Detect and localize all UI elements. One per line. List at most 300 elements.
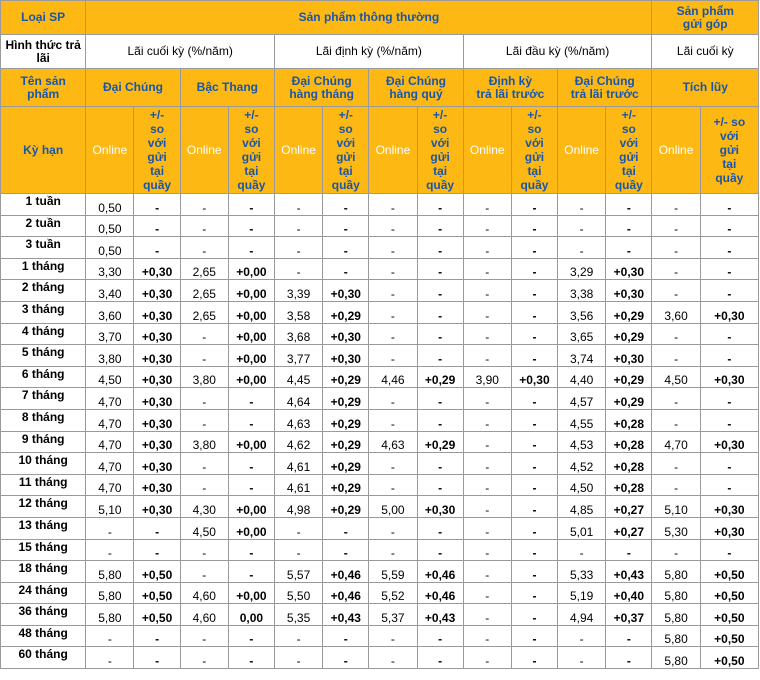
compare-counter-header (606, 107, 652, 194)
compare-label-word: gửi (719, 143, 739, 157)
product-label: Đại Chúng (574, 73, 635, 88)
compare-value-cell: +0,27 (606, 517, 652, 539)
compare-value-cell: +0,29 (606, 301, 652, 323)
online-rate-cell: 4,63 (275, 409, 323, 431)
table-row (1, 582, 759, 604)
term-label: 13 tháng (1, 517, 86, 539)
compare-value-cell: +0,30 (700, 366, 758, 388)
table-row (1, 345, 759, 367)
online-rate-cell: - (652, 215, 700, 237)
online-rate-cell: 4,57 (558, 388, 606, 410)
compare-value-cell: - (417, 345, 463, 367)
compare-value-cell: +0,30 (134, 409, 180, 431)
compare-value-cell: - (700, 409, 758, 431)
compare-value-cell: +0,00 (228, 323, 274, 345)
table-row (1, 237, 759, 259)
compare-value-cell: +0,50 (700, 582, 758, 604)
compare-value-cell: - (606, 215, 652, 237)
compare-label-word: với (525, 136, 544, 150)
online-rate-cell: 3,90 (463, 366, 511, 388)
online-rate-cell: 5,50 (275, 582, 323, 604)
product-dai-chung-tra-lai-truoc (558, 69, 652, 107)
online-rate-cell: - (463, 561, 511, 583)
compare-value-cell: - (417, 453, 463, 475)
compare-label-word: với (242, 136, 261, 150)
compare-label-word: gửi (336, 150, 356, 164)
online-rate-cell: 5,80 (86, 604, 134, 626)
compare-value-cell: +0,43 (417, 604, 463, 626)
compare-value-cell: - (228, 647, 274, 669)
online-rate-cell: 4,61 (275, 453, 323, 475)
compare-value-cell: - (417, 194, 463, 216)
online-rate-cell: 3,77 (275, 345, 323, 367)
compare-value-cell: +0,30 (700, 301, 758, 323)
compare-value-cell: +0,30 (134, 474, 180, 496)
online-rate-header: Online (652, 107, 700, 194)
online-rate-cell: - (652, 453, 700, 475)
online-rate-cell: - (369, 280, 417, 302)
compare-label-word: +/- (149, 108, 165, 122)
compare-value-cell: - (417, 388, 463, 410)
online-rate-cell: - (180, 561, 228, 583)
product-dai-chung-hang-thang (275, 69, 369, 107)
table-row (1, 409, 759, 431)
online-rate-header: Online (369, 107, 417, 194)
online-rate-cell: - (558, 237, 606, 259)
online-rate-cell: 3,70 (86, 323, 134, 345)
online-rate-cell: 4,40 (558, 366, 606, 388)
compare-value-cell: - (511, 258, 557, 280)
compare-value-cell: +0,50 (700, 625, 758, 647)
online-rate-cell: 0,50 (86, 194, 134, 216)
compare-value-cell: +0,30 (134, 388, 180, 410)
online-rate-cell: 2,65 (180, 301, 228, 323)
compare-value-cell: - (323, 517, 369, 539)
online-rate-cell: - (463, 388, 511, 410)
compare-value-cell: +0,00 (228, 301, 274, 323)
table-row (1, 323, 759, 345)
compare-value-cell: - (228, 409, 274, 431)
compare-value-cell: +0,30 (134, 323, 180, 345)
product-label-line2: trả lãi trước (570, 86, 639, 101)
online-rate-cell: - (369, 258, 417, 280)
compare-value-cell: - (700, 280, 758, 302)
online-rate-cell: 3,80 (180, 366, 228, 388)
compare-value-cell: - (134, 647, 180, 669)
compare-value-cell: +0,37 (606, 604, 652, 626)
online-rate-cell: 5,19 (558, 582, 606, 604)
compare-counter-header (134, 107, 180, 194)
table-row (1, 258, 759, 280)
online-rate-cell: - (369, 301, 417, 323)
online-rate-cell: 3,29 (558, 258, 606, 280)
compare-value-cell: +0,30 (323, 345, 369, 367)
compare-value-cell: +0,50 (134, 582, 180, 604)
compare-value-cell: +0,50 (134, 561, 180, 583)
compare-value-cell: - (134, 215, 180, 237)
compare-value-cell: - (700, 539, 758, 561)
table-row (1, 366, 759, 388)
rate-table-body (1, 194, 759, 669)
compare-value-cell: - (511, 496, 557, 518)
compare-value-cell: - (606, 237, 652, 259)
compare-label-stack (713, 115, 745, 185)
online-rate-cell: 4,70 (86, 388, 134, 410)
compare-value-cell: - (417, 323, 463, 345)
compare-value-cell: +0,43 (606, 561, 652, 583)
online-rate-cell: 3,56 (558, 301, 606, 323)
product-label: Đại Chúng (291, 73, 352, 88)
compare-label-stack (426, 108, 454, 192)
term-label: 60 tháng (1, 647, 86, 669)
online-rate-cell: - (369, 453, 417, 475)
term-label: 24 tháng (1, 582, 86, 604)
online-rate-cell: 5,80 (652, 561, 700, 583)
online-rate-cell: 3,68 (275, 323, 323, 345)
compare-value-cell: - (511, 409, 557, 431)
compare-value-cell: - (323, 194, 369, 216)
compare-value-cell: +0,29 (606, 323, 652, 345)
online-rate-cell: - (275, 517, 323, 539)
online-rate-cell: - (180, 647, 228, 669)
savings-group-line2: gửi góp (682, 16, 728, 31)
term-label: 6 tháng (1, 366, 86, 388)
compare-value-cell: +0,28 (606, 453, 652, 475)
compare-value-cell: - (417, 474, 463, 496)
table-row (1, 625, 759, 647)
online-rate-cell: - (369, 517, 417, 539)
online-rate-header: Online (180, 107, 228, 194)
product-bac-thang (180, 69, 274, 107)
online-rate-cell: - (369, 194, 417, 216)
compare-value-cell: - (228, 215, 274, 237)
compare-value-cell: - (134, 625, 180, 647)
online-rate-cell: - (463, 604, 511, 626)
compare-label-word: tại (621, 164, 636, 178)
product-tich-luy (652, 69, 759, 107)
compare-value-cell: - (417, 258, 463, 280)
online-rate-cell: - (463, 345, 511, 367)
online-rate-cell: - (275, 539, 323, 561)
online-rate-cell: 3,65 (558, 323, 606, 345)
compare-value-cell: +0,30 (606, 280, 652, 302)
online-rate-cell: 5,80 (652, 582, 700, 604)
online-rate-cell: 4,70 (86, 453, 134, 475)
online-rate-cell: 5,33 (558, 561, 606, 583)
online-rate-cell: - (463, 301, 511, 323)
online-rate-cell: 5,10 (86, 496, 134, 518)
online-rate-cell: - (180, 237, 228, 259)
compare-label-word: quầy (715, 171, 744, 185)
term-label: 11 tháng (1, 474, 86, 496)
compare-value-cell: +0,29 (323, 453, 369, 475)
online-rate-cell: - (180, 388, 228, 410)
online-rate-cell: - (180, 323, 228, 345)
compare-value-cell: - (134, 237, 180, 259)
online-rate-cell: - (369, 215, 417, 237)
product-label-line2: hàng tháng (289, 86, 354, 101)
compare-value-cell: +0,29 (323, 496, 369, 518)
online-rate-cell: 5,30 (652, 517, 700, 539)
compare-label-word: so (338, 122, 353, 136)
compare-label-word: với (336, 136, 356, 150)
product-name-line1: Tên sản (20, 73, 66, 88)
compare-value-cell: - (606, 625, 652, 647)
online-rate-cell: 4,70 (86, 474, 134, 496)
interest-upfront-line2: (%/năm) (563, 44, 610, 58)
compare-value-cell: - (134, 539, 180, 561)
compare-label-word: quầy (331, 178, 360, 192)
compare-value-cell: - (511, 388, 557, 410)
compare-value-cell: - (511, 194, 557, 216)
online-rate-cell: 4,62 (275, 431, 323, 453)
online-rate-cell: - (463, 474, 511, 496)
compare-value-cell: - (417, 517, 463, 539)
compare-label-word: gửi (147, 150, 167, 164)
compare-value-cell: +0,27 (606, 496, 652, 518)
table-row (1, 517, 759, 539)
compare-value-cell: +0,46 (323, 582, 369, 604)
online-rate-cell: 3,80 (180, 431, 228, 453)
online-rate-cell: 3,80 (86, 345, 134, 367)
compare-label-word: tại (338, 164, 353, 178)
online-rate-cell: - (180, 625, 228, 647)
compare-value-cell: - (417, 409, 463, 431)
online-rate-cell: - (463, 496, 511, 518)
compare-value-cell: +0,29 (323, 474, 369, 496)
online-rate-cell: 3,58 (275, 301, 323, 323)
online-rate-cell: - (652, 409, 700, 431)
compare-value-cell: - (700, 388, 758, 410)
online-rate-header: Online (463, 107, 511, 194)
compare-value-cell: +0,43 (323, 604, 369, 626)
compare-value-cell: - (417, 215, 463, 237)
online-rate-cell: 5,01 (558, 517, 606, 539)
compare-value-cell: +0,00 (228, 345, 274, 367)
online-rate-cell: - (275, 237, 323, 259)
online-rate-cell: - (275, 647, 323, 669)
term-label: 36 tháng (1, 604, 86, 626)
compare-value-cell: - (417, 301, 463, 323)
compare-value-cell: +0,00 (228, 431, 274, 453)
compare-label-word: quầy (426, 178, 455, 192)
savings-end-term-header: Lãi cuối kỳ (652, 35, 759, 69)
online-rate-cell: - (86, 625, 134, 647)
compare-value-cell: - (417, 280, 463, 302)
online-rate-cell: 5,35 (275, 604, 323, 626)
payment-method-line2: trả lãi (36, 37, 81, 65)
loai-sp-header: Loại SP (1, 1, 86, 35)
online-rate-cell: - (558, 647, 606, 669)
compare-value-cell: +0,30 (511, 366, 557, 388)
compare-label-word: gửi (430, 150, 450, 164)
online-rate-cell: - (275, 258, 323, 280)
online-rate-cell: - (369, 539, 417, 561)
online-rate-cell: - (463, 453, 511, 475)
online-rate-cell: 4,85 (558, 496, 606, 518)
compare-value-cell: +0,30 (323, 323, 369, 345)
compare-value-cell: - (417, 237, 463, 259)
online-rate-cell: 5,80 (86, 582, 134, 604)
online-rate-cell: - (652, 345, 700, 367)
compare-value-cell: - (511, 280, 557, 302)
online-rate-cell: 5,52 (369, 582, 417, 604)
online-rate-cell: 3,60 (86, 301, 134, 323)
online-rate-header: Online (86, 107, 134, 194)
compare-value-cell: +0,40 (606, 582, 652, 604)
compare-value-cell: - (700, 323, 758, 345)
compare-value-cell: - (228, 539, 274, 561)
product-dinh-ky-tra-lai-truoc (463, 69, 557, 107)
compare-label-stack (237, 108, 265, 192)
online-rate-cell: - (463, 280, 511, 302)
compare-label-word: so (244, 122, 259, 136)
term-label: 12 tháng (1, 496, 86, 518)
product-label-line2: hàng quý (389, 86, 443, 101)
compare-label-word: tại (433, 164, 448, 178)
compare-counter-header (511, 107, 557, 194)
compare-label-word: +/- (432, 108, 448, 122)
online-rate-cell: 4,63 (369, 431, 417, 453)
online-rate-cell: - (463, 582, 511, 604)
table-row (1, 388, 759, 410)
compare-value-cell: +0,30 (134, 496, 180, 518)
online-rate-cell: - (369, 323, 417, 345)
compare-counter-header (417, 107, 463, 194)
product-label: Đại Chúng (386, 73, 447, 88)
compare-label-word: gửi (619, 150, 639, 164)
online-rate-cell: 5,37 (369, 604, 417, 626)
compare-value-cell: +0,29 (323, 409, 369, 431)
online-rate-cell: - (463, 258, 511, 280)
compare-value-cell: - (228, 388, 274, 410)
online-rate-cell: - (558, 215, 606, 237)
online-rate-cell: - (463, 431, 511, 453)
compare-value-cell: +0,30 (700, 431, 758, 453)
table-row (1, 647, 759, 669)
compare-value-cell: +0,30 (134, 301, 180, 323)
compare-label-word: với (147, 136, 167, 150)
online-rate-cell: 0,50 (86, 237, 134, 259)
compare-value-cell: - (700, 237, 758, 259)
compare-value-cell: - (228, 561, 274, 583)
compare-value-cell: - (134, 517, 180, 539)
online-rate-cell: - (558, 539, 606, 561)
compare-value-cell: +0,30 (323, 280, 369, 302)
online-rate-cell: 5,00 (369, 496, 417, 518)
online-rate-cell: - (463, 215, 511, 237)
compare-value-cell: +0,28 (606, 409, 652, 431)
online-rate-cell: - (180, 474, 228, 496)
compare-value-cell: - (511, 625, 557, 647)
table-row (1, 280, 759, 302)
compare-value-cell: - (511, 539, 557, 561)
compare-value-cell: +0,50 (700, 647, 758, 669)
compare-value-cell: - (700, 215, 758, 237)
compare-label-stack (143, 108, 171, 192)
compare-value-cell: - (511, 301, 557, 323)
interest-end-term-header: Lãi cuối kỳ (%/năm) (86, 35, 275, 69)
compare-value-cell: - (323, 237, 369, 259)
compare-value-cell: +0,30 (134, 366, 180, 388)
product-label: Tích lũy (682, 80, 728, 94)
online-rate-cell: 5,10 (652, 496, 700, 518)
term-label: 3 tuần (1, 237, 86, 259)
compare-value-cell: +0,29 (323, 431, 369, 453)
compare-value-cell: - (323, 539, 369, 561)
compare-value-cell: +0,00 (228, 496, 274, 518)
compare-value-cell: - (606, 539, 652, 561)
product-name-line2: phẩm (27, 86, 60, 101)
online-rate-cell: 4,70 (86, 431, 134, 453)
online-rate-cell: - (652, 194, 700, 216)
table-row (1, 561, 759, 583)
online-rate-cell: 4,60 (180, 582, 228, 604)
table-row (1, 301, 759, 323)
product-label: Định kỳ (488, 73, 533, 88)
compare-value-cell: - (511, 561, 557, 583)
table-row (1, 215, 759, 237)
term-label: 8 tháng (1, 409, 86, 431)
product-label-line2: trả lãi trước (476, 86, 545, 101)
compare-label-word: với (619, 136, 639, 150)
compare-label-word: +/- (244, 108, 259, 122)
compare-counter-header (323, 107, 369, 194)
online-rate-cell: - (463, 647, 511, 669)
online-rate-cell: - (652, 323, 700, 345)
online-rate-cell: 4,64 (275, 388, 323, 410)
compare-label-word: so (433, 122, 448, 136)
online-rate-cell: 0,50 (86, 215, 134, 237)
compare-value-cell: - (511, 431, 557, 453)
online-rate-cell: - (275, 215, 323, 237)
compare-value-cell: +0,30 (700, 517, 758, 539)
online-rate-header: Online (558, 107, 606, 194)
online-rate-cell: - (369, 625, 417, 647)
online-rate-cell: 4,70 (652, 431, 700, 453)
compare-value-cell: +0,29 (417, 431, 463, 453)
compare-value-cell: +0,30 (606, 258, 652, 280)
term-label: 2 tuần (1, 215, 86, 237)
compare-value-cell: - (700, 194, 758, 216)
compare-value-cell: - (228, 237, 274, 259)
online-rate-cell: 4,52 (558, 453, 606, 475)
compare-value-cell: +0,30 (700, 496, 758, 518)
compare-value-cell: - (511, 215, 557, 237)
compare-value-cell: - (700, 345, 758, 367)
compare-label-word: tại (244, 164, 259, 178)
compare-value-cell: - (511, 474, 557, 496)
table-row (1, 194, 759, 216)
online-rate-cell: 5,80 (652, 647, 700, 669)
online-rate-cell: - (369, 237, 417, 259)
online-rate-cell: - (369, 388, 417, 410)
compare-label-word: quầy (237, 178, 266, 192)
online-rate-cell: - (463, 625, 511, 647)
compare-label-word: quầy (143, 178, 172, 192)
online-rate-cell: - (463, 409, 511, 431)
compare-value-cell: - (417, 647, 463, 669)
compare-value-cell: +0,30 (134, 345, 180, 367)
compare-label-word: với (720, 129, 739, 143)
compare-value-cell: - (228, 625, 274, 647)
online-rate-cell: - (463, 517, 511, 539)
compare-value-cell: - (700, 258, 758, 280)
compare-label-word: so (527, 122, 542, 136)
online-rate-cell: - (86, 539, 134, 561)
compare-value-cell: - (511, 647, 557, 669)
compare-value-cell: +0,46 (417, 582, 463, 604)
